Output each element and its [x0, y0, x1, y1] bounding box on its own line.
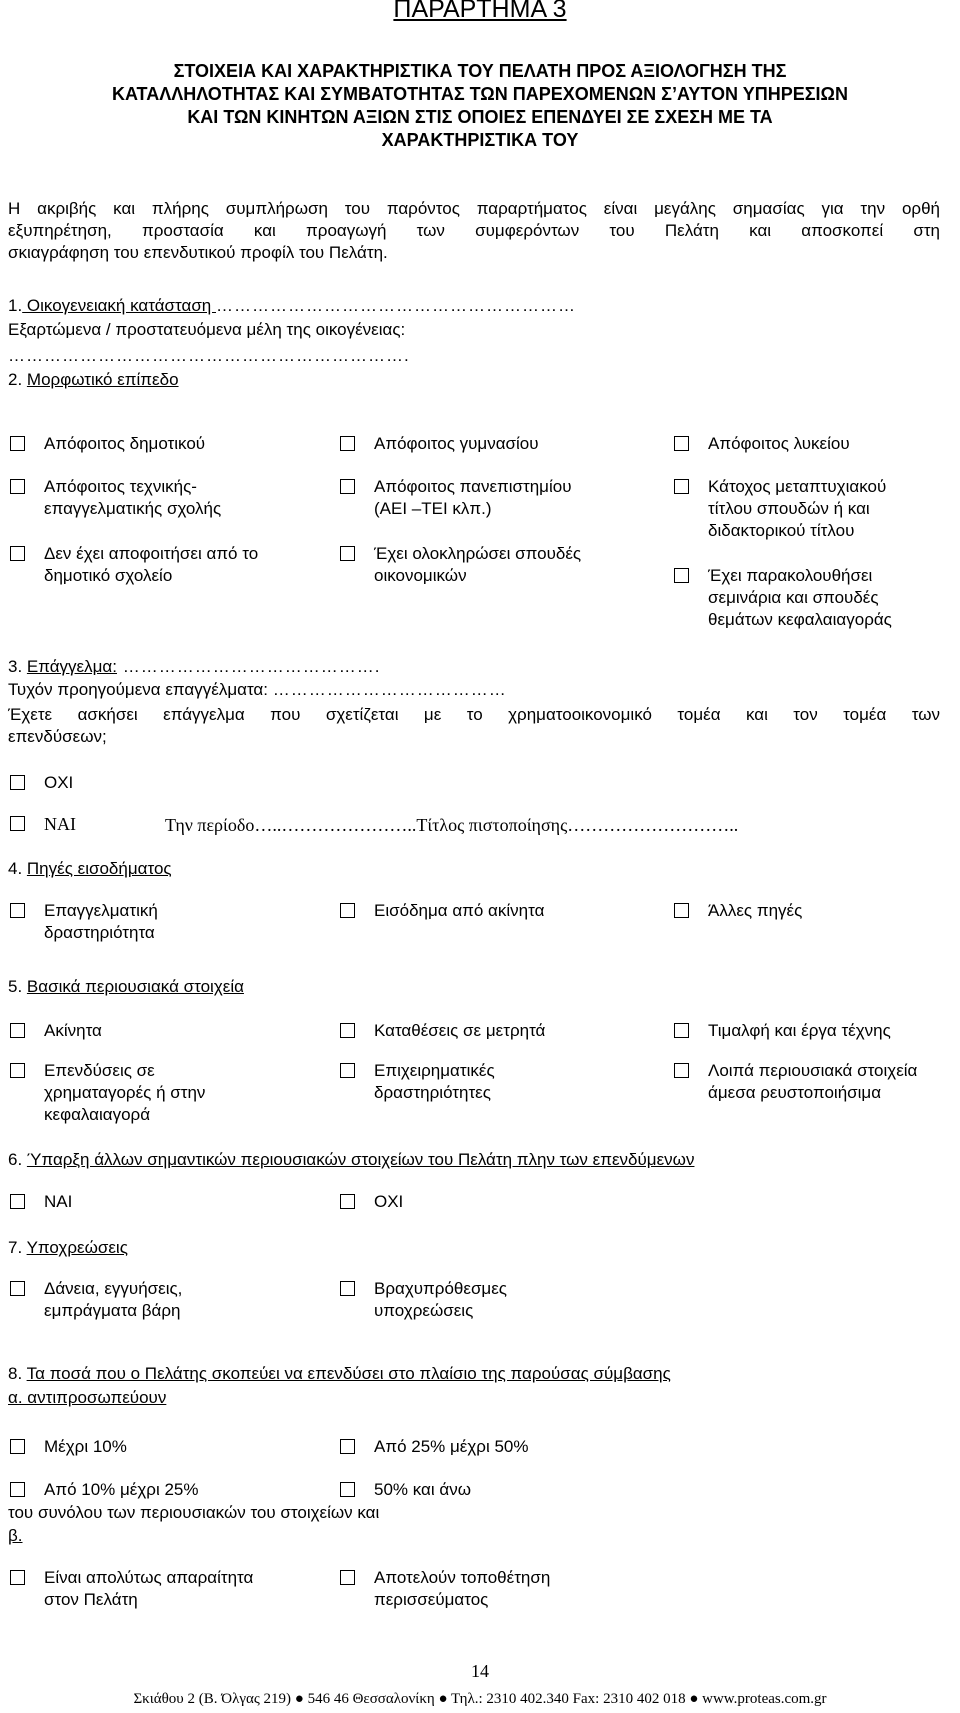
dependents-label: Εξαρτώμενα / προστατευόμενα μέλη της οικογένειας:: [8, 320, 406, 339]
financial-experience-question: [8, 704, 940, 748]
option-label: Από 25% μέχρι 50%: [374, 1437, 529, 1456]
checkbox-icon[interactable]: [10, 436, 25, 451]
checkbox-icon[interactable]: [340, 479, 355, 494]
checkbox-option[interactable]: [340, 1020, 545, 1042]
checkbox-option[interactable]: [10, 1479, 199, 1501]
checkbox-icon[interactable]: [674, 1063, 689, 1078]
section-label: Οικογενειακή κατάσταση: [22, 296, 216, 315]
checkbox-icon[interactable]: [10, 1570, 25, 1585]
question-line: Έχετε ασκήσει επάγγελμα που σχετίζεται με το χρηματοοικονομικό τομέα και τον τομέα των: [8, 705, 940, 724]
subsection-b: β.: [8, 1526, 23, 1545]
option-label: Είναι απολύτως απαραίτητα στον Πελάτη: [44, 1568, 254, 1609]
option-label: Απόφοιτος πανεπιστημίου (ΑΕΙ –ΤΕΙ κλπ.): [374, 477, 572, 518]
checkbox-icon[interactable]: [340, 1570, 355, 1585]
checkbox-option[interactable]: [10, 543, 258, 587]
option-label: ΟΧΙ: [374, 1192, 404, 1211]
section-5-assets: [8, 976, 244, 998]
checkbox-icon[interactable]: [340, 1439, 355, 1454]
fill-in-dots[interactable]: ……………………………………………………: [216, 296, 576, 315]
checkbox-icon[interactable]: [674, 436, 689, 451]
section-number: 2.: [8, 370, 27, 389]
checkbox-option[interactable]: [674, 900, 802, 922]
total-assets-line: του συνόλου των περιουσιακών του στοιχείων και: [8, 1503, 380, 1522]
option-label: ΟΧΙ: [44, 773, 74, 792]
option-label: Δάνεια, εγγυήσεις, εμπράγματα βάρη: [44, 1279, 183, 1320]
checkbox-icon[interactable]: [340, 1194, 355, 1209]
option-label: ΝΑΙ: [44, 1192, 73, 1211]
page-title: ΠΑΡΑΡΤΗΜΑ 3: [393, 0, 567, 23]
checkbox-option[interactable]: [340, 476, 572, 520]
checkbox-icon[interactable]: [674, 903, 689, 918]
checkbox-option[interactable]: [10, 476, 221, 520]
intro-line: Η ακριβής και πλήρης συμπλήρωση του παρόντος παραρτήματος είναι μεγάλης σημασίας για την ορθή: [8, 199, 940, 218]
document-heading: [60, 60, 900, 152]
checkbox-option[interactable]: [340, 1436, 529, 1458]
option-label: Δεν έχει αποφοιτήσει από το δημοτικό σχολείο: [44, 544, 259, 585]
checkbox-icon[interactable]: [340, 903, 355, 918]
option-label: Κάτοχος μεταπτυχιακού τίτλου σπουδών ή και διδακτορικού τίτλου: [708, 477, 887, 540]
section-label: Επάγγελμα:: [26, 657, 117, 676]
option-label: Απόφοιτος δημοτικού: [44, 434, 206, 453]
heading-line: ΚΑΙ ΤΩΝ ΚΙΝΗΤΩΝ ΑΞΙΩΝ ΣΤΙΣ ΟΠΟΙΕΣ ΕΠΕΝΔΥΕΙ ΣΕ ΣΧΕΣΗ ΜΕ ΤΑ: [187, 107, 773, 127]
intro-paragraph: [8, 198, 940, 264]
section-8-investment-amounts: [8, 1363, 671, 1385]
checkbox-icon[interactable]: [340, 1023, 355, 1038]
section-label: Υποχρεώσεις: [26, 1238, 128, 1257]
option-label: Επιχειρηματικές δραστηριότητες: [374, 1061, 495, 1102]
checkbox-option[interactable]: [674, 1060, 917, 1104]
checkbox-icon[interactable]: [340, 546, 355, 561]
checkbox-icon[interactable]: [10, 775, 25, 790]
checkbox-icon[interactable]: [10, 479, 25, 494]
period-certification-fill-in[interactable]: Την περίοδο…..…………………..Τίτλος πιστοποίησης………………………..: [165, 815, 739, 835]
checkbox-option[interactable]: [10, 433, 205, 455]
option-label: Καταθέσεις σε μετρητά: [374, 1021, 546, 1040]
checkbox-option[interactable]: [10, 1436, 127, 1458]
section-number: 8.: [8, 1364, 27, 1383]
subsection-a: α. αντιπροσωπεύουν: [8, 1388, 167, 1407]
heading-line: ΧΑΡΑΚΤΗΡΙΣΤΙΚΑ ΤΟΥ: [381, 130, 579, 150]
checkbox-option[interactable]: [10, 900, 158, 944]
checkbox-option[interactable]: [340, 543, 581, 587]
section-6-other-assets: [8, 1149, 694, 1171]
section-1-family-status: [8, 295, 576, 317]
intro-line: εξυπηρέτηση, προστασία και προαγωγή των συμφερόντων του Πελάτη και αποσκοπεί στη: [8, 221, 940, 240]
section-label: Πηγές εισοδήματος: [26, 859, 172, 878]
section-7-liabilities: [8, 1237, 128, 1259]
section-label: Βασικά περιουσιακά στοιχεία: [26, 977, 244, 996]
checkbox-option[interactable]: [10, 1567, 253, 1611]
checkbox-icon[interactable]: [340, 1482, 355, 1497]
question-line: επενδύσεων;: [8, 727, 107, 746]
checkbox-option[interactable]: [340, 1191, 403, 1213]
option-label: Απόφοιτος γυμνασίου: [374, 434, 539, 453]
page-number: 14: [471, 1661, 489, 1681]
section-label: Ύπαρξη άλλων σημαντικών περιουσιακών στοιχείων του Πελάτη πλην των επενδύμενων: [26, 1150, 695, 1169]
section-number: 6.: [8, 1150, 27, 1169]
option-label: Λοιπά περιουσιακά στοιχεία άμεσα ρευστοποιήσιμα: [708, 1061, 918, 1102]
checkbox-icon[interactable]: [10, 1439, 25, 1454]
option-label: Επαγγελματική δραστηριότητα: [44, 901, 158, 942]
checkbox-icon[interactable]: [10, 546, 25, 561]
option-label: Έχει ολοκληρώσει σπουδές οικονομικών: [374, 544, 582, 585]
section-2-education: [8, 369, 179, 391]
checkbox-option[interactable]: [10, 1060, 205, 1126]
checkbox-icon[interactable]: [674, 1023, 689, 1038]
previous-professions-label: Τυχόν προηγούμενα επαγγέλματα:: [8, 680, 273, 699]
checkbox-option-no[interactable]: [10, 772, 73, 794]
checkbox-icon[interactable]: [340, 1063, 355, 1078]
section-number: 5.: [8, 977, 27, 996]
checkbox-option[interactable]: [10, 1020, 102, 1042]
checkbox-option[interactable]: [674, 476, 886, 542]
section-number: 7.: [8, 1238, 27, 1257]
fill-in-dots[interactable]: …………………………………….: [117, 657, 381, 676]
footer-contact: Σκιάθου 2 (Β. Όλγας 219) ● 546 46 Θεσσαλονίκη ● Τηλ.: 2310 402.340 Fax: 2310 402 018 ● www.proteas.com.gr: [133, 1691, 827, 1707]
heading-line: ΚΑΤΑΛΛΗΛΟΤΗΤΑΣ ΚΑΙ ΣΥΜΒΑΤΟΤΗΤΑΣ ΤΩΝ ΠΑΡΕΧΟΜΕΝΩΝ Σ’ΑΥΤΟΝ ΥΠΗΡΕΣΙΩΝ: [112, 84, 848, 104]
checkbox-icon[interactable]: [10, 1482, 25, 1497]
checkbox-icon[interactable]: [10, 1063, 25, 1078]
section-number: 3.: [8, 657, 27, 676]
option-label: Από 10% μέχρι 25%: [44, 1480, 199, 1499]
checkbox-icon[interactable]: [674, 568, 689, 583]
checkbox-icon[interactable]: [340, 436, 355, 451]
checkbox-option[interactable]: [340, 900, 544, 922]
checkbox-option[interactable]: [340, 1567, 550, 1611]
option-label: Ακίνητα: [44, 1021, 102, 1040]
section-label: Μορφωτικό επίπεδο: [26, 370, 179, 389]
checkbox-option[interactable]: [340, 1479, 471, 1501]
intro-line: σκιαγράφηση του επενδυτικού προφίλ του Πελάτη.: [8, 243, 388, 262]
option-label: Άλλες πηγές: [708, 901, 803, 920]
checkbox-icon[interactable]: [10, 1281, 25, 1296]
option-label: Επενδύσεις σε χρηματαγορές ή στην κεφαλαιαγορά: [44, 1061, 206, 1124]
checkbox-option-yes[interactable]: [10, 813, 76, 835]
section-number: 4.: [8, 859, 27, 878]
heading-line: ΣΤΟΙΧΕΙΑ ΚΑΙ ΧΑΡΑΚΤΗΡΙΣΤΙΚΑ ΤΟΥ ΠΕΛΑΤΗ ΠΡΟΣ ΑΞΙΟΛΟΓΗΣΗ ΤΗΣ: [173, 61, 787, 81]
option-label: Βραχυπρόθεσμες υποχρεώσεις: [374, 1279, 508, 1320]
checkbox-option[interactable]: [10, 1278, 182, 1322]
fill-in-dots[interactable]: …………………………………: [272, 680, 507, 699]
checkbox-option[interactable]: [10, 1191, 72, 1213]
checkbox-icon[interactable]: [10, 903, 25, 918]
option-label: Έχει παρακολουθήσει σεμινάρια και σπουδές θεμάτων κεφαλαιαγοράς: [708, 566, 892, 629]
checkbox-option[interactable]: [674, 433, 850, 455]
option-label: 50% και άνω: [374, 1480, 471, 1499]
checkbox-icon[interactable]: [10, 1194, 25, 1209]
option-label: Μέχρι 10%: [44, 1437, 127, 1456]
option-label: Απόφοιτος τεχνικής- επαγγελματικής σχολής: [44, 477, 222, 518]
option-label: Εισόδημα από ακίνητα: [374, 901, 545, 920]
checkbox-option[interactable]: [340, 433, 539, 455]
section-4-income-sources: [8, 858, 172, 880]
option-label: ΝΑΙ: [44, 814, 76, 834]
previous-professions: [8, 679, 507, 701]
dependents-fill-in[interactable]: ………………………………………………………….: [8, 346, 410, 365]
option-label: Αποτελούν τοποθέτηση περισσεύματος: [374, 1568, 551, 1609]
checkbox-option[interactable]: [674, 1020, 891, 1042]
checkbox-icon[interactable]: [10, 1023, 25, 1038]
checkbox-option[interactable]: [340, 1278, 507, 1322]
option-label: Τιμαλφή και έργα τέχνης: [708, 1021, 891, 1040]
section-label: Τα ποσά που ο Πελάτης σκοπεύει να επενδύσει στο πλαίσιο της παρούσας σύμβασης: [26, 1364, 671, 1383]
checkbox-icon[interactable]: [674, 479, 689, 494]
section-number: 1.: [8, 296, 23, 315]
section-3-profession: [8, 656, 380, 678]
checkbox-icon[interactable]: [340, 1281, 355, 1296]
checkbox-option[interactable]: [674, 565, 892, 631]
checkbox-option[interactable]: [340, 1060, 495, 1104]
option-label: Απόφοιτος λυκείου: [708, 434, 850, 453]
checkbox-icon[interactable]: [10, 816, 25, 831]
